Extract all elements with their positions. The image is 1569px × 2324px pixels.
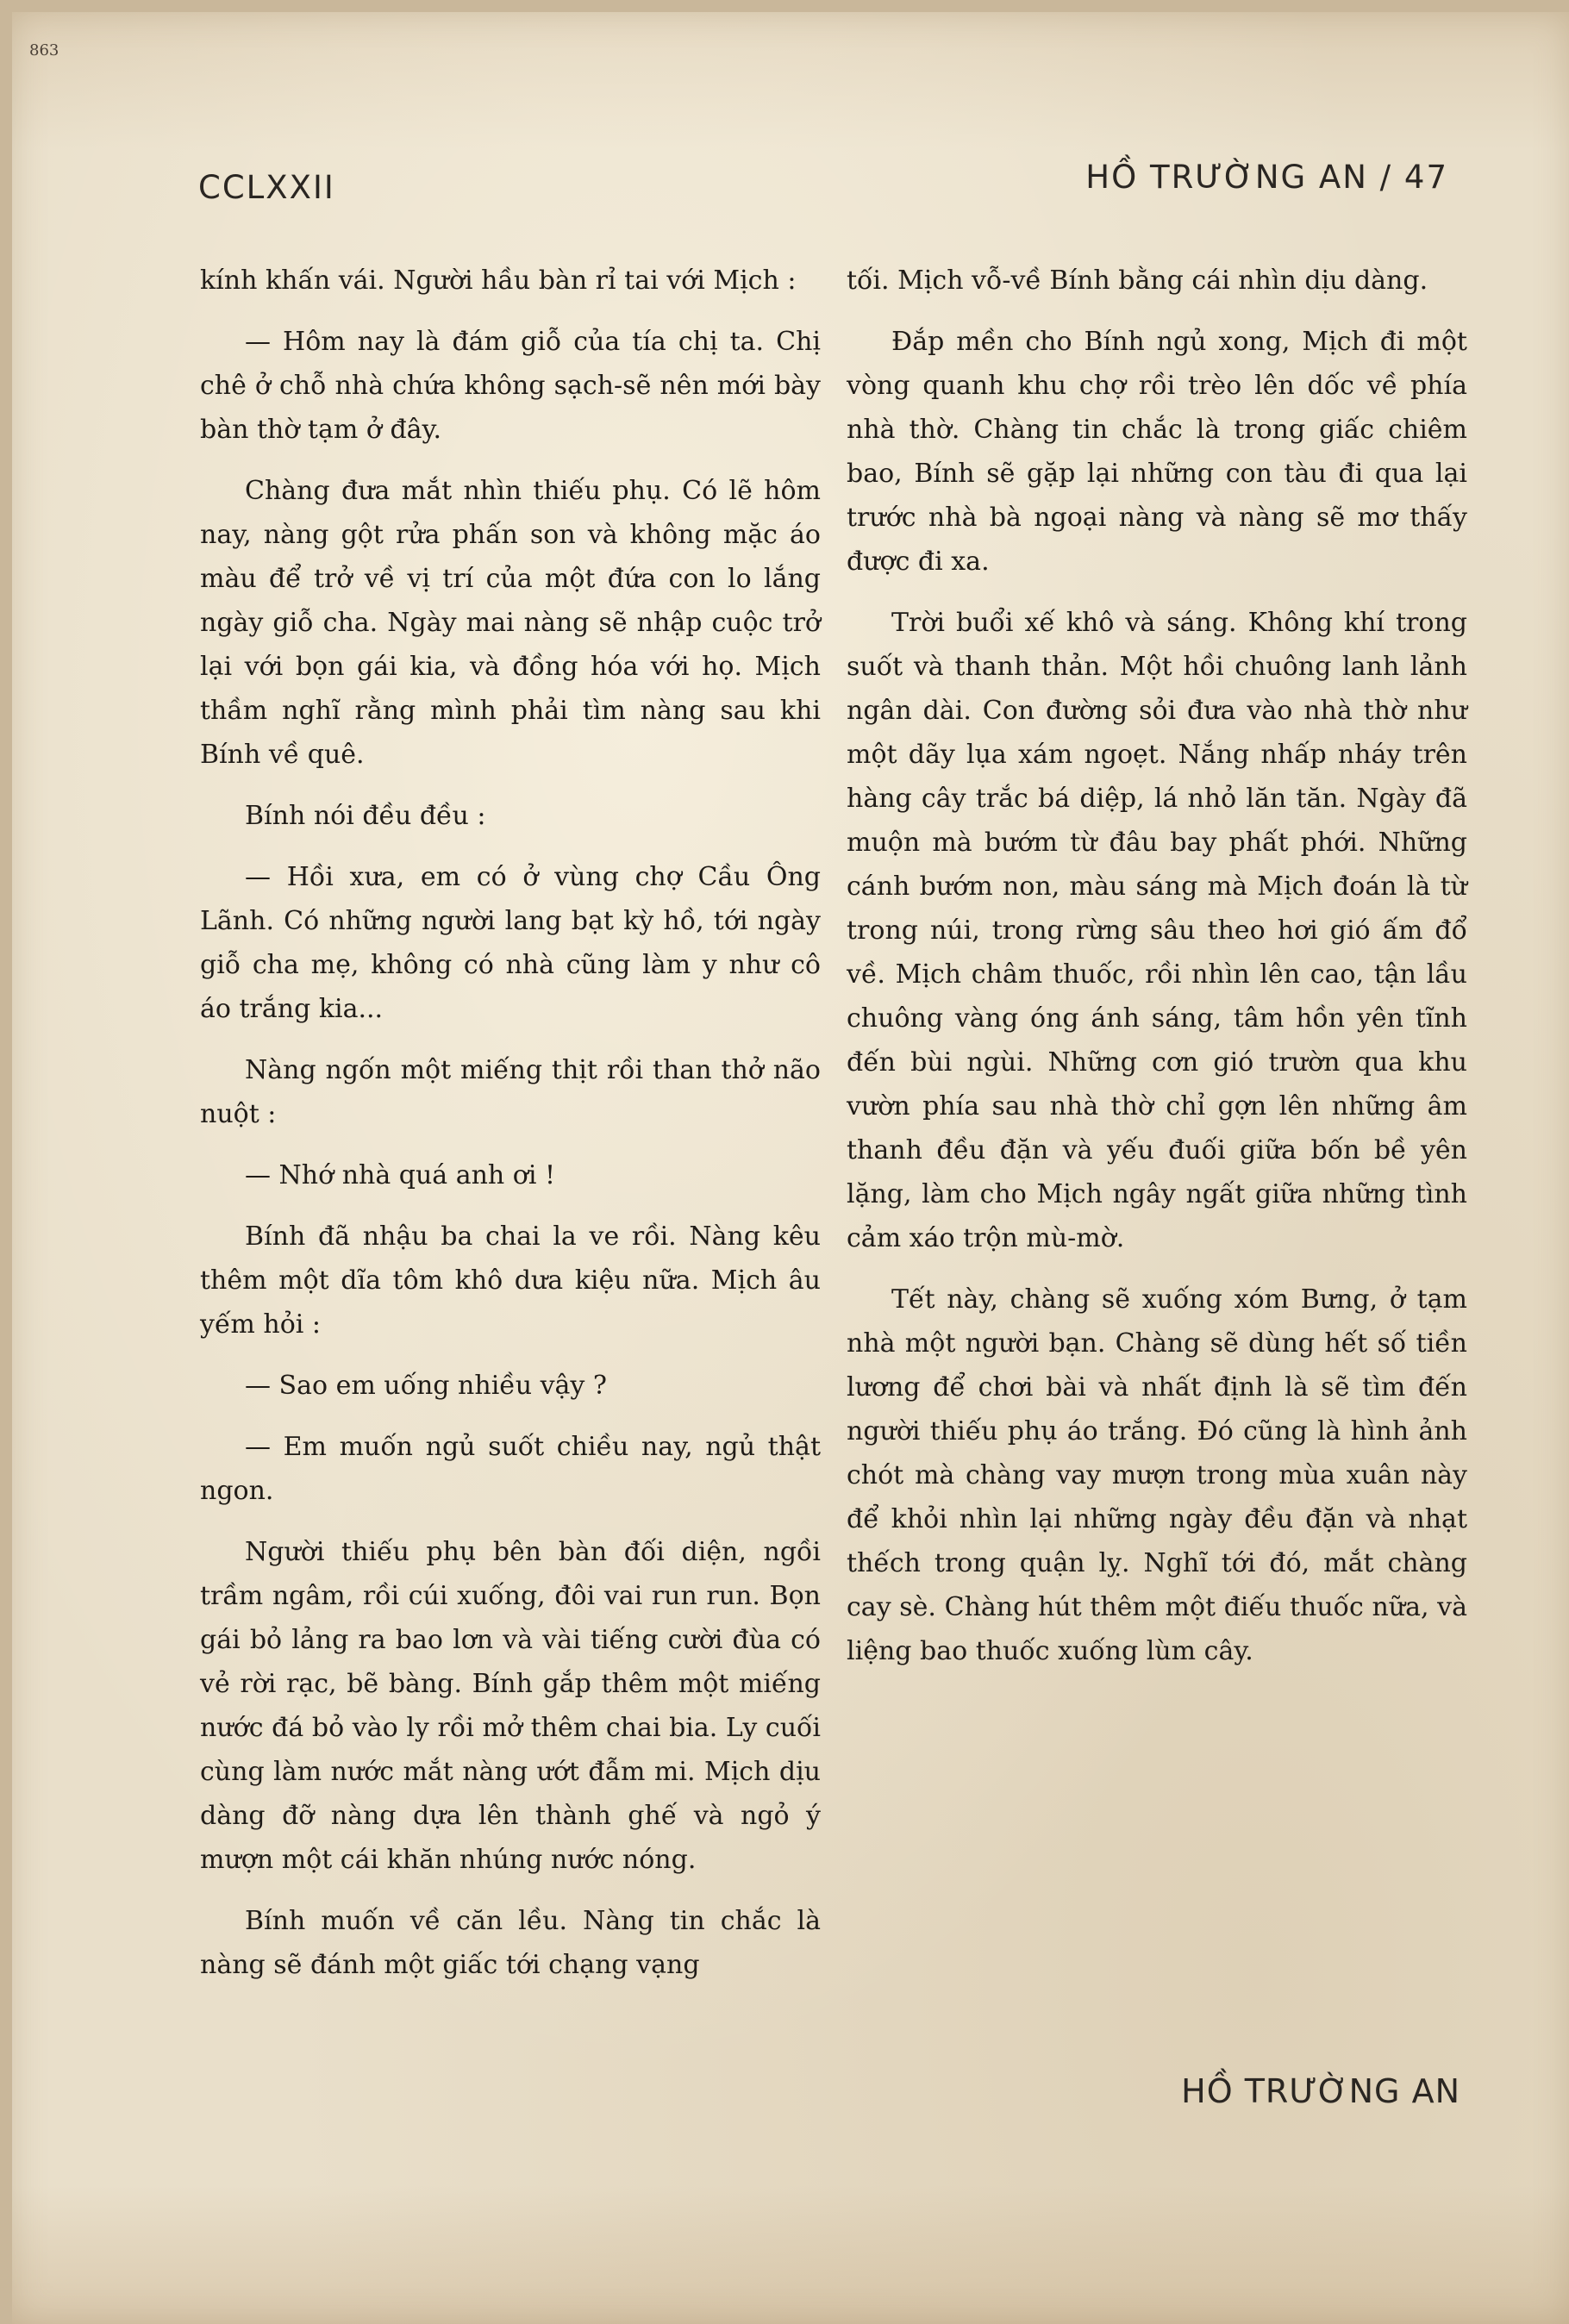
paragraph: Bính nói đều đều : <box>245 801 486 831</box>
paragraph: Bính đã nhậu ba chai la ve rồi. Nàng kêu thêm một dĩa tôm khô dưa kiệu nữa. Mịch âu yếm hỏi : <box>200 1221 821 1340</box>
paragraph: kính khấn vái. Người hầu bàn rỉ tai với Mịch : <box>200 266 797 296</box>
paragraph: Chàng đưa mắt nhìn thiếu phụ. Có lẽ hôm nay, nàng gột rửa phấn son và không mặc áo màu để trở về vị trí của một đứa con lo lắng ngày giỗ cha. Ngày mai nàng sẽ nhập cuộc trở lại với bọn gái kia, và đồng hóa với họ. Mịch thầm nghĩ rằng mình phải tìm nàng sau khi Bính về quê. <box>200 476 821 770</box>
paragraph: Nàng ngốn một miếng thịt rồi than thở não nuột : <box>200 1055 821 1129</box>
paragraph: Bính muốn về căn lều. Nàng tin chắc là nàng sẽ đánh một giấc tới chạng vạng <box>200 1906 821 1980</box>
page-header <box>198 150 1448 206</box>
magazine-page <box>12 12 1569 2324</box>
paragraph: — Hồi xưa, em có ở vùng chợ Cầu Ông Lãnh. Có những người lang bạt kỳ hồ, tới ngày giỗ cha mẹ, không có nhà cũng làm y như cô áo trắng kia... <box>200 862 821 1024</box>
paragraph: Trời buổi xế khô và sáng. Không khí trong suốt và thanh thản. Một hồi chuông lanh lảnh ngân dài. Con đường sỏi đưa vào nhà thờ như một dãy lụa xám ngoẹt. Nắng nhấp nháy trên hàng cây trắc bá diệp, lá nhỏ lăn tăn. Ngày đã muộn mà bướm từ đâu bay phất phới. Những cánh bướm non, màu sáng mà Mịch đoán là từ trong núi, trong rừng sâu theo hơi gió ấm đổ về. Mịch châm thuốc, rồi nhìn lên cao, tận lầu chuông vàng óng ánh sáng, tâm hồn yên tĩnh đến bùi ngùi. Những cơn gió trườn qua khu vườn phía sau nhà thờ chỉ gợn lên những âm thanh đều đặn và yếu đuối giữa bốn bề yên lặng, làm cho Mịch ngây ngất giữa những tình cảm xáo trộn mù-mờ. <box>847 608 1467 1253</box>
paragraph: tối. Mịch vỗ-về Bính bằng cái nhìn dịu dàng. <box>847 266 1428 296</box>
paragraph: Tết này, chàng sẽ xuống xóm Bưng, ở tạm nhà một người bạn. Chàng sẽ dùng hết số tiền lương để chơi bài và nhất định là sẽ tìm đến người thiếu phụ áo trắng. Đó cũng là hình ảnh chót mà chàng vay mượn trong mùa xuân này để khỏi nhìn lại những ngày đều đặn và nhạt thếch trong quận lỵ. Nghĩ tới đó, mắt chàng cay sè. Chàng hút thêm một điếu thuốc nữa, và liệng bao thuốc xuống lùm cây. <box>847 1284 1467 1666</box>
paragraph: — Sao em uống nhiều vậy ? <box>245 1371 607 1401</box>
text-column-left <box>200 259 821 2004</box>
paragraph: Người thiếu phụ bên bàn đối diện, ngồi trầm ngâm, rồi cúi xuống, đôi vai run run. Bọn gái bỏ lảng ra bao lơn và vài tiếng cười đùa có vẻ rời rạc, bẽ bàng. Bính gắp thêm một miếng nước đá bỏ vào ly rồi mở thêm chai bia. Ly cuối cùng làm nước mắt nàng ướt đẫm mi. Mịch dịu dàng đỡ nàng dựa lên thành ghế và ngỏ ý mượn một cái khăn nhúng nước nóng. <box>200 1537 821 1875</box>
folio-mark: 863 <box>29 41 59 59</box>
paragraph: — Hôm nay là đám giỗ của tía chị ta. Chị chê ở chỗ nhà chứa không sạch-sẽ nên mới bày bàn thờ tạm ở đây. <box>200 327 821 445</box>
issue-number: CCLXXII <box>198 169 335 206</box>
paragraph: — Em muốn ngủ suốt chiều nay, ngủ thật ngon. <box>200 1432 821 1506</box>
author-signature: HỒ TRƯỜNG AN <box>1181 2072 1460 2110</box>
running-head-author-page: HỒ TRƯỜNG AN / 47 <box>1085 159 1448 196</box>
paragraph: — Nhớ nhà quá anh ơi ! <box>245 1160 556 1190</box>
text-column-right <box>847 259 1467 1690</box>
paragraph: Đắp mền cho Bính ngủ xong, Mịch đi một vòng quanh khu chợ rồi trèo lên dốc về phía nhà thờ. Chàng tin chắc là trong giấc chiêm bao, Bính sẽ gặp lại những con tàu đi qua lại trước nhà bà ngoại nàng và nàng sẽ mơ thấy được đi xa. <box>847 327 1467 577</box>
